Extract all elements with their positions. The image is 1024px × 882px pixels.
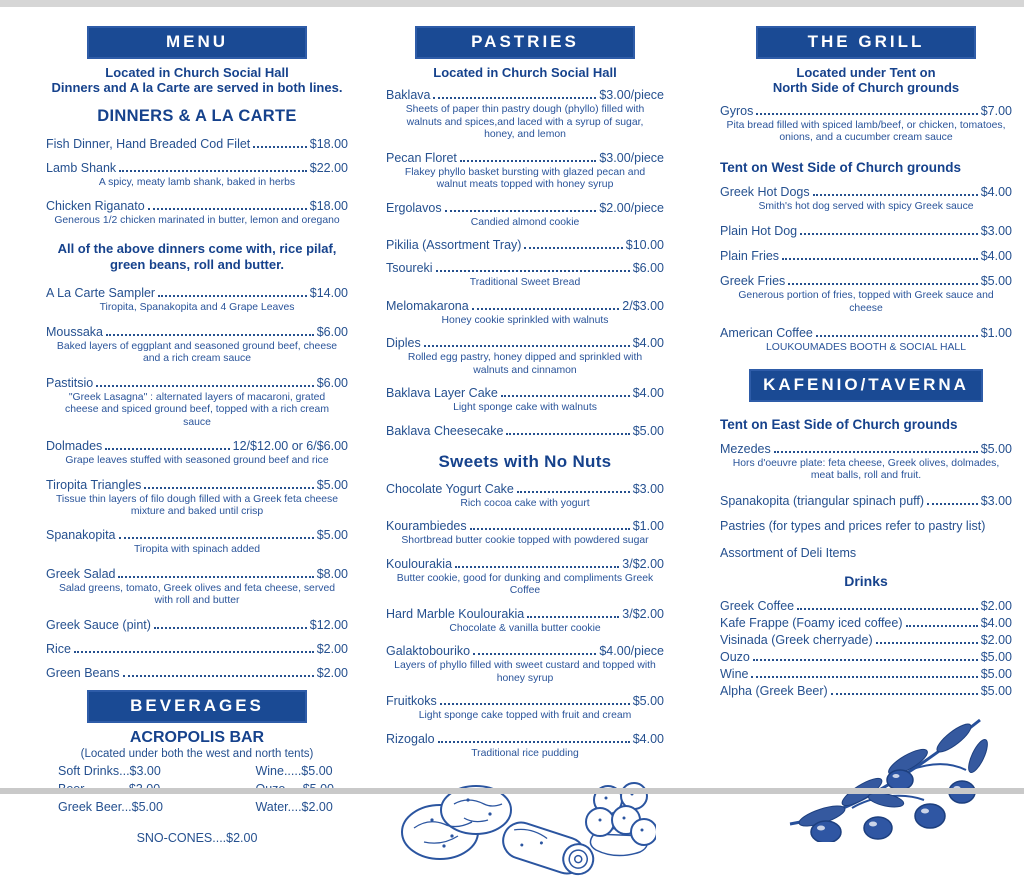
item-name: Melomakarona: [386, 298, 469, 313]
menu-item-row: [46, 137, 348, 151]
item-name: Lamb Shank: [46, 160, 117, 175]
item-price: $2.00: [980, 632, 1012, 647]
menu-item-row: [720, 633, 1012, 647]
menu-item: [386, 557, 664, 598]
dotted-leader: [753, 659, 978, 661]
price-text-line: Wine.....$5.00: [255, 763, 333, 778]
item-name: Baklava Layer Cake: [386, 386, 498, 401]
price-text-line: Water....$2.00: [255, 800, 333, 815]
menu-item: [386, 424, 664, 438]
menu-item: [386, 732, 664, 760]
item-name: A La Carte Sampler: [46, 286, 156, 301]
menu-item: [720, 224, 1012, 238]
tent-subheading: Tent on East Side of Church grounds: [720, 416, 958, 432]
menu-item: [386, 644, 664, 685]
menu-item: [46, 286, 348, 314]
acropolis-bar-title: ACROPOLIS BAR: [129, 728, 265, 746]
dotted-leader: [800, 233, 978, 235]
item-price: $4.00: [632, 386, 664, 401]
item-name: Greek Salad: [46, 566, 116, 581]
dotted-leader: [927, 503, 978, 505]
item-price: 2/$3.00: [622, 298, 664, 313]
menu-item: [720, 650, 1012, 664]
item-description: Candied almond cookie: [470, 216, 580, 228]
menu-item: [386, 482, 664, 510]
grill-location-line2: North Side of Church grounds: [772, 80, 960, 96]
menu-item: [386, 88, 664, 141]
menu-location-line2: Dinners and A la Carte are served in both lines.: [51, 80, 343, 96]
item-description: Flakey phyllo basket bursting with glazed pecan and walnut meats topped with honey syrup: [404, 166, 646, 191]
item-description: LOUKOUMADES BOOTH & SOCIAL HALL: [766, 342, 966, 354]
menu-item-row: [46, 666, 348, 680]
item-name: Spanakopita (triangular spinach puff): [720, 493, 925, 508]
menu-item: [720, 249, 1012, 263]
dotted-leader: [788, 283, 977, 285]
dotted-leader: [876, 642, 978, 644]
menu-item: [386, 386, 664, 414]
item-name: Tiropita Triangles: [46, 477, 142, 492]
menu-item: [386, 299, 664, 327]
menu-item: [386, 336, 664, 377]
menu-note: All of the above dinners come with, rice pilaf, green beans, roll and butter.: [57, 240, 337, 272]
dotted-leader: [105, 448, 229, 450]
sweets-no-nuts-title: Sweets with No Nuts: [438, 451, 612, 471]
tent-subheading: Tent on West Side of Church grounds: [720, 159, 961, 175]
item-description: Generous portion of fries, topped with Greek sauce and cheese: [738, 290, 994, 314]
dotted-leader: [118, 576, 313, 578]
dinners-section-title: DINNERS & A LA CARTE: [97, 106, 297, 125]
menu-item: [386, 694, 664, 722]
dotted-leader: [774, 451, 978, 453]
menu-item-row: [46, 325, 348, 339]
menu-item-row: [720, 104, 1012, 118]
menu-item: [720, 667, 1012, 681]
item-name: Greek Fries: [720, 274, 786, 289]
item-name: Chicken Riganato: [46, 199, 145, 214]
dotted-leader: [455, 566, 619, 568]
item-name: Kafe Frappe (Foamy iced coffee): [720, 615, 903, 630]
item-name: Greek Hot Dogs: [720, 184, 810, 199]
menu-item-row: [720, 326, 1012, 340]
menu-item: [386, 201, 664, 229]
price-text-line: Soft Drinks...$3.00: [58, 763, 161, 778]
pastries-banner: PASTRIES: [415, 26, 635, 59]
menu-item: [386, 238, 664, 252]
dotted-leader: [445, 210, 597, 212]
menu-item: [46, 376, 348, 429]
menu-item: [720, 494, 1012, 508]
dotted-leader: [96, 385, 313, 387]
menu-item: [46, 567, 348, 608]
grill-list: [720, 104, 1012, 355]
dotted-leader: [906, 625, 978, 627]
menu-item: [46, 478, 348, 519]
dotted-leader: [144, 487, 313, 489]
item-name: Fruitkoks: [386, 694, 437, 709]
sno-cones-line: SNO-CONES....$2.00: [136, 831, 258, 846]
item-price: $7.00: [980, 103, 1012, 118]
item-price: $2.00/piece: [599, 200, 664, 215]
item-price: 3/$2.00: [622, 606, 664, 621]
menu-item: [720, 684, 1012, 698]
menu-item-row: [386, 519, 664, 533]
item-name: Koulourakia: [386, 556, 453, 571]
item-price: $4.00: [980, 615, 1012, 630]
item-price: $2.00: [316, 641, 348, 656]
dotted-leader: [119, 537, 314, 539]
pastries-location: Located in Church Social Hall: [433, 65, 617, 80]
menu-item-row: [720, 616, 1012, 630]
menu-item-row: [386, 386, 664, 400]
menu-item-row: [720, 442, 1012, 456]
item-name: Rice: [46, 641, 72, 656]
item-price: $5.00: [316, 477, 348, 492]
item-name: Rizogalo: [386, 731, 435, 746]
item-name: Diples: [386, 336, 421, 351]
dotted-leader: [506, 433, 629, 435]
menu-item-row: [386, 336, 664, 350]
menu-item-row: [386, 238, 664, 252]
menu-item-row: [46, 376, 348, 390]
menu-item-row: [46, 478, 348, 492]
dotted-leader: [472, 308, 620, 310]
item-description: Salad greens, tomato, Greek olives and feta cheese, served with roll and butter: [58, 582, 336, 607]
menu-item: [46, 325, 348, 366]
item-price: $1.00: [632, 519, 664, 534]
item-name: Tsoureki: [386, 261, 433, 276]
menu-item: [386, 261, 664, 289]
dotted-leader: [74, 651, 314, 653]
item-description: Traditional rice pudding: [471, 747, 579, 759]
item-description: Layers of phyllo filled with sweet custard and topped with honey syrup: [394, 660, 656, 684]
menu-item: [46, 618, 348, 632]
item-description: Hors d'oeuvre plate: feta cheese, Greek olives, dolmades, meat balls, roll and fruit.: [732, 457, 1000, 482]
dotted-leader: [460, 160, 596, 162]
item-description: "Greek Lasagna" : alternated layers of macaroni, grated cheese and spiced ground beef, topped with a rich cream sauce: [65, 391, 329, 428]
dotted-leader: [517, 491, 630, 493]
dinners-list: [46, 137, 348, 680]
menu-item: [720, 104, 1012, 145]
item-name: Ouzo: [720, 649, 750, 664]
dotted-leader: [123, 675, 314, 677]
dotted-leader: [813, 194, 978, 196]
item-name: Pastitsio: [46, 375, 94, 390]
pastry-sketch-illustration: [394, 770, 656, 882]
item-name: Hard Marble Koulourakia: [386, 606, 525, 621]
menu-item-row: [386, 557, 664, 571]
item-price: 3/$2.00: [622, 556, 664, 571]
menu-item: [720, 185, 1012, 213]
item-name: Dolmades: [46, 439, 103, 454]
item-price: $5.00: [980, 683, 1012, 698]
menu-item: [720, 599, 1012, 613]
item-description: Tiropita, Spanakopita and 4 Grape Leaves: [99, 302, 295, 314]
menu-item-row: [46, 199, 348, 213]
item-price: $12.00: [309, 617, 348, 632]
dotted-leader: [253, 146, 306, 148]
item-name: Baklava: [386, 88, 431, 103]
item-description: Shortbread butter cookie topped with powdered sugar: [401, 535, 649, 547]
item-price: 12/$12.00 or 6/$6.00: [232, 439, 348, 454]
item-price: $18.00: [309, 136, 348, 151]
item-price: $4.00: [632, 731, 664, 746]
menu-item-row: [386, 299, 664, 313]
menu-item: [46, 439, 348, 467]
item-price: $18.00: [309, 199, 348, 214]
item-name: Greek Coffee: [720, 598, 795, 613]
item-price: $5.00: [980, 274, 1012, 289]
menu-item-row: [720, 249, 1012, 263]
menu-item: [46, 199, 348, 227]
photo-edge-bottom: [0, 788, 1024, 794]
item-description: Light sponge cake with walnuts: [453, 402, 597, 414]
menu-item: [386, 519, 664, 547]
item-description: Butter cookie, good for dunking and compliments Greek Coffee: [396, 572, 654, 597]
menu-item: [386, 607, 664, 635]
menu-item: [46, 137, 348, 151]
item-description: Traditional Sweet Bread: [469, 277, 581, 289]
item-price: $6.00: [316, 324, 348, 339]
dotted-leader: [154, 627, 307, 629]
dotted-leader: [501, 395, 630, 397]
menu-item-row: [386, 424, 664, 438]
dotted-leader: [524, 247, 622, 249]
item-price: $4.00/piece: [599, 644, 664, 659]
item-description: Sheets of paper thin pastry dough (phyllo) filled with walnuts and spices,and laced with a syrup of sugar, honey, and lemon: [405, 104, 645, 141]
menu-item-row: [720, 185, 1012, 199]
menu-item-row: [386, 261, 664, 275]
dotted-leader: [527, 616, 619, 618]
item-description: Tissue thin layers of filo dough filled with a Greek feta cheese mixture and baked until crisp: [55, 493, 339, 517]
menu-item-row: [46, 642, 348, 656]
item-price: $6.00: [316, 375, 348, 390]
panel-pastries: [386, 26, 664, 882]
menu-item-row: [386, 88, 664, 102]
menu-item-row: [46, 618, 348, 632]
dotted-leader: [436, 270, 630, 272]
panel-menu: [46, 26, 348, 882]
menu-item-row: [386, 201, 664, 215]
item-description: Rich cocoa cake with yogurt: [460, 497, 590, 509]
menu-item: [46, 528, 348, 556]
menu-item: [720, 616, 1012, 630]
menu-item-row: [720, 274, 1012, 288]
item-price: $4.00: [980, 184, 1012, 199]
menu-item-row: [720, 494, 1012, 508]
menu-item-row: [386, 694, 664, 708]
item-price: $14.00: [309, 286, 348, 301]
dotted-leader: [751, 676, 977, 678]
olive-branch-illustration: [782, 704, 1008, 842]
menu-item-row: [386, 151, 664, 165]
panel-grill: [720, 26, 1012, 882]
dotted-leader: [424, 345, 630, 347]
dotted-leader: [831, 693, 978, 695]
item-name: Pikilia (Assortment Tray): [386, 238, 522, 253]
item-name: Galaktobouriko: [386, 644, 471, 659]
menu-item: [720, 326, 1012, 354]
menu-item-row: [46, 286, 348, 300]
item-price: $10.00: [625, 238, 664, 253]
menu-item-row: [720, 224, 1012, 238]
item-price: $1.00: [980, 326, 1012, 341]
dotted-leader: [158, 295, 307, 297]
drinks-title: Drinks: [844, 572, 888, 589]
item-name: Fish Dinner, Hand Breaded Cod Filet: [46, 136, 251, 151]
menu-item-row: [386, 644, 664, 658]
item-price: $5.00: [980, 649, 1012, 664]
item-description: Smith's hot dog served with spicy Greek sauce: [758, 200, 974, 212]
item-price: $5.00: [632, 694, 664, 709]
item-price: $6.00: [632, 261, 664, 276]
item-price: $3.00: [980, 224, 1012, 239]
item-description: Honey cookie sprinkled with walnuts: [441, 314, 609, 326]
item-price: $3.00: [980, 493, 1012, 508]
menu-item: [720, 442, 1012, 483]
dotted-leader: [816, 335, 978, 337]
menu-item-row: [46, 439, 348, 453]
kafenio-banner: KAFENIO/TAVERNA: [749, 369, 983, 402]
menu-item-row: [386, 482, 664, 496]
item-price: $5.00: [980, 666, 1012, 681]
item-price: $2.00: [980, 598, 1012, 613]
photo-edge-top: [0, 0, 1024, 7]
item-price: $3.00/piece: [599, 150, 664, 165]
item-price: $3.00: [632, 481, 664, 496]
sweets-list: [386, 482, 664, 760]
item-name: Visinada (Greek cherryade): [720, 632, 873, 647]
item-price: $3.00/piece: [599, 88, 664, 103]
item-price: $4.00: [632, 336, 664, 351]
menu-item-row: [386, 732, 664, 746]
menu-item-row: [720, 650, 1012, 664]
item-name: Alpha (Greek Beer): [720, 683, 828, 698]
item-description: Chocolate & vanilla butter cookie: [449, 622, 601, 634]
dotted-leader: [756, 113, 977, 115]
menu-item-row: [46, 567, 348, 581]
item-description: Light sponge cake topped with fruit and cream: [418, 710, 632, 722]
item-price: $2.00: [316, 665, 348, 680]
pastries-list: [386, 88, 664, 437]
dotted-leader: [797, 608, 978, 610]
dotted-leader: [470, 528, 630, 530]
item-price: $5.00: [632, 423, 664, 438]
menu-item: [46, 666, 348, 680]
item-name: Spanakopita: [46, 528, 116, 543]
item-name: Ergolavos: [386, 200, 442, 215]
grill-location-line1: Located under Tent on: [796, 65, 936, 80]
item-price: $22.00: [309, 160, 348, 175]
dotted-leader: [438, 741, 630, 743]
item-description: Grape leaves stuffed with seasoned ground beef and rice: [65, 455, 329, 467]
menu-item: [46, 642, 348, 656]
kafenio-list: [720, 417, 1012, 560]
item-description: Rolled egg pastry, honey dipped and sprinkled with walnuts and cinnamon: [407, 352, 643, 376]
menu-text-line: Assortment of Deli Items: [720, 545, 857, 560]
dotted-leader: [106, 334, 314, 336]
acropolis-bar-subtitle: (Located under both the west and north tents): [80, 747, 314, 760]
item-price: $8.00: [316, 566, 348, 581]
menu-item: [386, 151, 664, 192]
grill-banner: THE GRILL: [756, 26, 976, 59]
item-name: Greek Sauce (pint): [46, 617, 151, 632]
menu-item-row: [46, 161, 348, 175]
item-name: Plain Fries: [720, 249, 780, 264]
item-name: Mezedes: [720, 441, 771, 456]
menu-item: [46, 161, 348, 189]
item-name: Moussaka: [46, 324, 103, 339]
item-price: $4.00: [980, 249, 1012, 264]
item-name: Gyros: [720, 103, 754, 118]
menu-item-row: [46, 528, 348, 542]
item-description: Generous 1/2 chicken marinated in butter, lemon and oregano: [54, 215, 340, 227]
item-price: $5.00: [980, 441, 1012, 456]
menu-banner: MENU: [87, 26, 307, 59]
price-text-line: Greek Beer...$5.00: [58, 800, 163, 815]
item-description: A spicy, meaty lamb shank, baked in herbs: [98, 176, 296, 188]
dotted-leader: [782, 258, 978, 260]
menu-text-line: Pastries (for types and prices refer to pastry list): [720, 518, 986, 533]
item-name: Plain Hot Dog: [720, 224, 798, 239]
item-name: Wine: [720, 666, 749, 681]
item-name: Baklava Cheesecake: [386, 423, 504, 438]
beverages-banner: BEVERAGES: [87, 690, 307, 723]
drinks-list: [720, 599, 1012, 698]
item-name: Pecan Floret: [386, 150, 457, 165]
menu-item-row: [386, 607, 664, 621]
item-description: Tiropita with spinach added: [133, 544, 261, 556]
menu-item-row: [720, 599, 1012, 613]
menu-item-row: [720, 684, 1012, 698]
dotted-leader: [119, 170, 307, 172]
item-name: Kourambiedes: [386, 519, 467, 534]
item-description: Baked layers of eggplant and seasoned ground beef, cheese and a rich cream sauce: [56, 340, 338, 365]
item-name: American Coffee: [720, 326, 813, 341]
dotted-leader: [473, 653, 596, 655]
menu-item: [720, 633, 1012, 647]
item-price: $5.00: [316, 528, 348, 543]
item-name: Green Beans: [46, 665, 120, 680]
menu-location-line1: Located in Church Social Hall: [105, 65, 289, 80]
menu-item: [720, 274, 1012, 315]
item-name: Chocolate Yogurt Cake: [386, 481, 514, 496]
dotted-leader: [148, 208, 307, 210]
dotted-leader: [433, 97, 596, 99]
dotted-leader: [440, 703, 630, 705]
menu-item-row: [720, 667, 1012, 681]
item-description: Pita bread filled with spiced lamb/beef, or chicken, tomatoes, onions, and a cucumber cream sauce: [726, 119, 1006, 144]
